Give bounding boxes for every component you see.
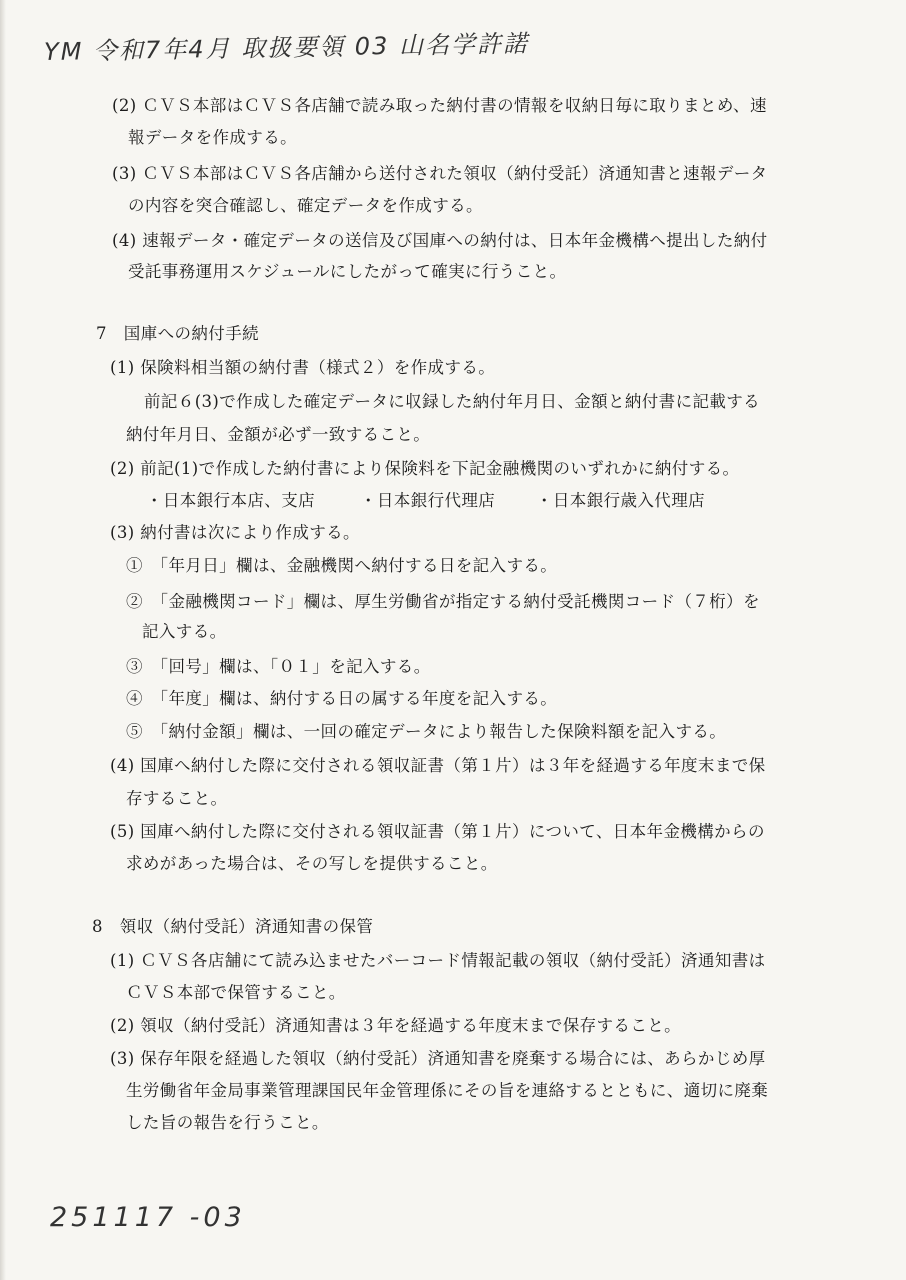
s6-item4-line1: (4) 速報データ・確定データの送信及び国庫への納付は、日本年金機構へ提出した納付 <box>112 231 768 250</box>
section7-heading: 7 国庫への納付手続 <box>96 324 259 343</box>
s8-item2: (2) 領収（納付受託）済通知書は３年を経過する年度末まで保存すること。 <box>110 1016 682 1035</box>
page-edge-shadow <box>0 0 6 1280</box>
s8-item1-line1: (1) ＣＶＳ各店舗にて読み込ませたバーコード情報記載の領収（納付受託）済通知書は <box>110 951 766 970</box>
s7-item5-line2: 求めがあった場合は、その写しを提供すること。 <box>126 854 498 873</box>
handwritten-header: YM 令和7年4月 取扱要領 03 山名学許諾 <box>43 29 530 66</box>
s7-sub-3: ③ 「回号」欄は、「０１」を記入する。 <box>126 657 431 676</box>
s7-sub-4: ④ 「年度」欄は、納付する日の属する年度を記入する。 <box>126 689 558 708</box>
s7-item1-line2: 前記６(3)で作成した確定データに収録した納付年月日、金額と納付書に記載する <box>144 392 761 411</box>
s7-bank-2: ・日本銀行代理店 <box>360 491 496 510</box>
s7-item1-line3: 納付年月日、金額が必ず一致すること。 <box>126 425 431 444</box>
s7-item1-line1: (1) 保険料相当額の納付書（様式２）を作成する。 <box>110 358 496 377</box>
s8-item3-line2: 生労働省年金局事業管理課国民年金管理係にその旨を連絡するとともに、適切に廃棄 <box>126 1081 769 1100</box>
s6-item3-line2: の内容を突合確認し、確定データを作成する。 <box>128 196 483 215</box>
s6-item2-line2: 報データを作成する。 <box>128 128 297 147</box>
s7-sub-2: ② 「金融機関コード」欄は、厚生労働省が指定する納付受託機関コード（７桁）を <box>126 592 760 611</box>
s6-item3-line1: (3) ＣＶＳ本部はＣＶＳ各店舗から送付された領収（納付受託）済通知書と速報データ <box>112 164 768 183</box>
s7-item4-line1: (4) 国庫へ納付した際に交付される領収証書（第１片）は３年を経過する年度末まで保 <box>110 756 766 775</box>
s7-bank-1: ・日本銀行本店、支店 <box>146 491 315 510</box>
s8-item3-line3: した旨の報告を行うこと。 <box>126 1113 329 1132</box>
s6-item2-line1: (2) ＣＶＳ本部はＣＶＳ各店舗で読み取った納付書の情報を収納日毎に取りまとめ、速 <box>112 96 767 115</box>
handwritten-footer: 251117 -03 <box>50 1202 246 1233</box>
s7-bank-3: ・日本銀行歳入代理店 <box>536 491 705 510</box>
s7-sub-1: ① 「年月日」欄は、金融機関へ納付する日を記入する。 <box>126 556 558 575</box>
s8-item1-line2: ＣＶＳ本部で保管すること。 <box>126 983 346 1002</box>
s6-item4-line2: 受託事務運用スケジュールにしたがって確実に行うこと。 <box>128 262 567 281</box>
s7-item5-line1: (5) 国庫へ納付した際に交付される領収証書（第１片）について、日本年金機構からの <box>110 822 765 841</box>
s7-item4-line2: 存すること。 <box>126 789 228 808</box>
s7-item2: (2) 前記(1)で作成した納付書により保険料を下記金融機関のいずれかに納付する。 <box>110 459 740 478</box>
s8-item3-line1: (3) 保存年限を経過した領収（納付受託）済通知書を廃棄する場合には、あらかじめ厚 <box>110 1049 766 1068</box>
s7-sub-2-cont: 記入する。 <box>142 622 227 641</box>
s7-sub-5: ⑤ 「納付金額」欄は、一回の確定データにより報告した保険料額を記入する。 <box>126 722 727 741</box>
section8-heading: 8 領収（納付受託）済通知書の保管 <box>92 917 374 936</box>
s7-item3: (3) 納付書は次により作成する。 <box>110 523 360 542</box>
